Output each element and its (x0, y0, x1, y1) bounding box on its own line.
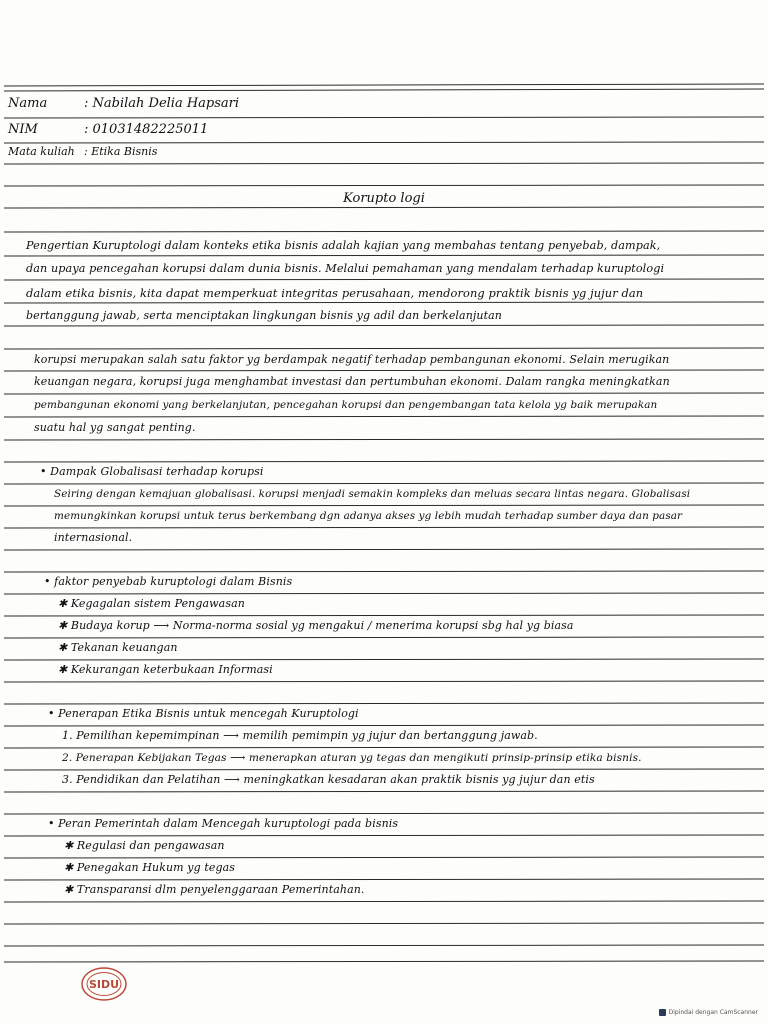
section2-heading: • faktor penyebab kuruptologi dalam Bisnis (44, 575, 293, 588)
section3-item: 3. Pendidikan dan Pelatihan ⟶ meningkatkan kesadaran akan praktik bisnis yg jujur dan etis (62, 773, 595, 786)
paragraph1-line: dan upaya pencegahan korupsi dalam dunia bisnis. Melalui pemahaman yang mendalam terhadap kuruptologi (26, 262, 665, 275)
matkul-value: : Etika Bisnis (84, 145, 158, 158)
scanner-watermark (659, 1009, 758, 1016)
section1-line: internasional. (54, 531, 133, 544)
paragraph1-line: Pengertian Kuruptologi dalam konteks etika bisnis adalah kajian yang membahas tentang penyebab, dampak, (26, 239, 661, 252)
sidu-logo-text: SIDU (88, 978, 120, 991)
section2-item: ✱ Kekurangan keterbukaan Informasi (58, 663, 273, 676)
matkul-label: Mata kuliah (8, 145, 75, 158)
sidu-logo (80, 966, 128, 1002)
section2-item: ✱ Tekanan keuangan (58, 641, 178, 654)
camscanner-icon (659, 1009, 666, 1016)
section3-item: 2. Penerapan Kebijakan Tegas ⟶ menerapkan aturan yg tegas dan mengikuti prinsip-prinsip etika bisnis. (62, 752, 642, 764)
scanner-text: Dipindai dengan CamScanner (668, 1009, 758, 1016)
paragraph2-line: keuangan negara, korupsi juga menghambat investasi dan pertumbuhan ekonomi. Dalam rangka meningkatkan (34, 375, 670, 388)
section4-heading: • Peran Pemerintah dalam Mencegah kuruptologi pada bisnis (48, 817, 399, 830)
section1-line: memungkinkan korupsi untuk terus berkembang dgn adanya akses yg lebih mudah terhadap sumber daya dan pasar (54, 510, 683, 522)
paragraph2-line: suatu hal yg sangat penting. (34, 421, 196, 434)
paragraph1-line: bertanggung jawab, serta menciptakan lingkungan bisnis yg adil dan berkelanjutan (26, 309, 502, 322)
section2-item: ✱ Kegagalan sistem Pengawasan (58, 597, 245, 610)
section4-item: ✱ Regulasi dan pengawasan (64, 839, 225, 852)
section3-item: 1. Pemilihan kepemimpinan ⟶ memilih pemimpin yg jujur dan bertanggung jawab. (62, 729, 538, 742)
section4-item: ✱ Transparansi dlm penyelenggaraan Pemerintahan. (64, 883, 365, 896)
section2-item: ✱ Budaya korup ⟶ Norma-norma sosial yg mengakui / menerima korupsi sbg hal yg biasa (58, 619, 574, 632)
section3-heading: • Penerapan Etika Bisnis untuk mencegah Kuruptologi (48, 707, 359, 720)
nim-value: : 01031482225011 (84, 122, 209, 137)
paragraph1-line: dalam etika bisnis, kita dapat memperkuat integritas perusahaan, mendorong praktik bisnis yg jujur dan (26, 286, 644, 300)
section4-item: ✱ Penegakan Hukum yg tegas (64, 861, 236, 874)
section1-heading: • Dampak Globalisasi terhadap korupsi (40, 465, 264, 478)
paragraph2-line: pembangunan ekonomi yang berkelanjutan, pencegahan korupsi dan pengembangan tata kelola yg baik merupakan (34, 399, 658, 411)
nama-label: Nama (8, 96, 48, 111)
nama-value: : Nabilah Delia Hapsari (84, 96, 240, 111)
page-title: Korupto logi (343, 191, 425, 206)
section1-line: Seiring dengan kemajuan globalisasi. korupsi menjadi semakin kompleks dan meluas secara lintas negara. Globalisasi (54, 488, 691, 500)
paragraph2-line: korupsi merupakan salah satu faktor yg berdampak negatif terhadap pembangunan ekonomi. Selain merugikan (34, 353, 670, 366)
nim-label: NIM (8, 122, 38, 137)
